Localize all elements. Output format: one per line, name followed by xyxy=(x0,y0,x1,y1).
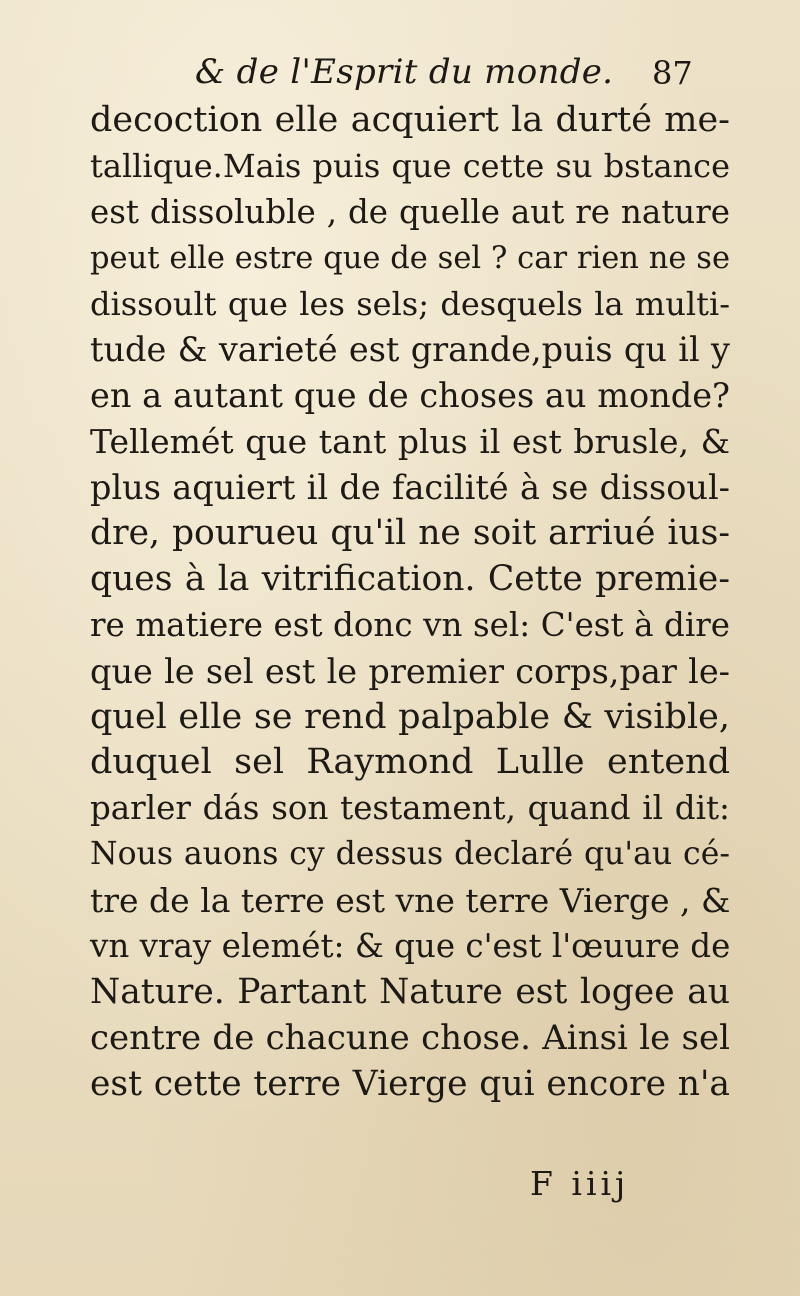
text-line: en a autant que de choses au monde? xyxy=(90,376,730,416)
text-line: duquel sel Raymond Lulle entend xyxy=(90,742,730,783)
text-line: est dissoluble , de quelle aut re nature xyxy=(90,192,730,231)
text-line: plus aquiert il de facilité à se dissoul- xyxy=(90,468,730,508)
page-number: 87 xyxy=(652,54,693,92)
text-line: decoction elle acquiert la durté me- xyxy=(90,100,730,140)
signature-mark: F iiij xyxy=(530,1164,630,1203)
text-line: peut elle estre que de sel ? car rien ne se xyxy=(90,240,730,276)
text-line: que le sel est le premier corps,par le- xyxy=(90,651,730,691)
page-header xyxy=(0,52,800,102)
text-line: Nature. Partant Nature est logee au xyxy=(90,971,730,1012)
text-line: centre de chacune chose. Ainsi le sel xyxy=(90,1017,730,1058)
text-line: dissoult que les sels; desquels la multi- xyxy=(90,284,730,323)
text-line: Tellemét que tant plus il est brusle, & xyxy=(90,422,730,462)
text-line: tre de la terre est vne terre Vierge , & xyxy=(90,881,731,921)
text-line: est cette terre Vierge qui encore n'a xyxy=(90,1063,730,1104)
text-line: tallique.Mais puis que cette su bstance xyxy=(90,146,730,185)
text-line: vn vray elemét: & que c'est l'œuure de xyxy=(90,927,731,966)
text-line: parler dás son testament, quand il dit: xyxy=(90,789,730,828)
text-line: quel elle se rend palpable & visible, xyxy=(90,696,730,737)
body-text xyxy=(90,98,730,1108)
text-line: Nous auons cy dessus declaré qu'au cé- xyxy=(90,836,730,873)
running-title: & de l'Esprit du monde. xyxy=(195,52,614,92)
text-line: re matiere est donc vn sel: C'est à dire xyxy=(90,605,730,644)
text-line: ques à la vitrification. Cette premie- xyxy=(90,558,730,599)
text-line: tude & varieté est grande,puis qu il y xyxy=(90,330,730,370)
text-line: dre, pourueu qu'il ne soit arriué ius- xyxy=(90,513,730,554)
